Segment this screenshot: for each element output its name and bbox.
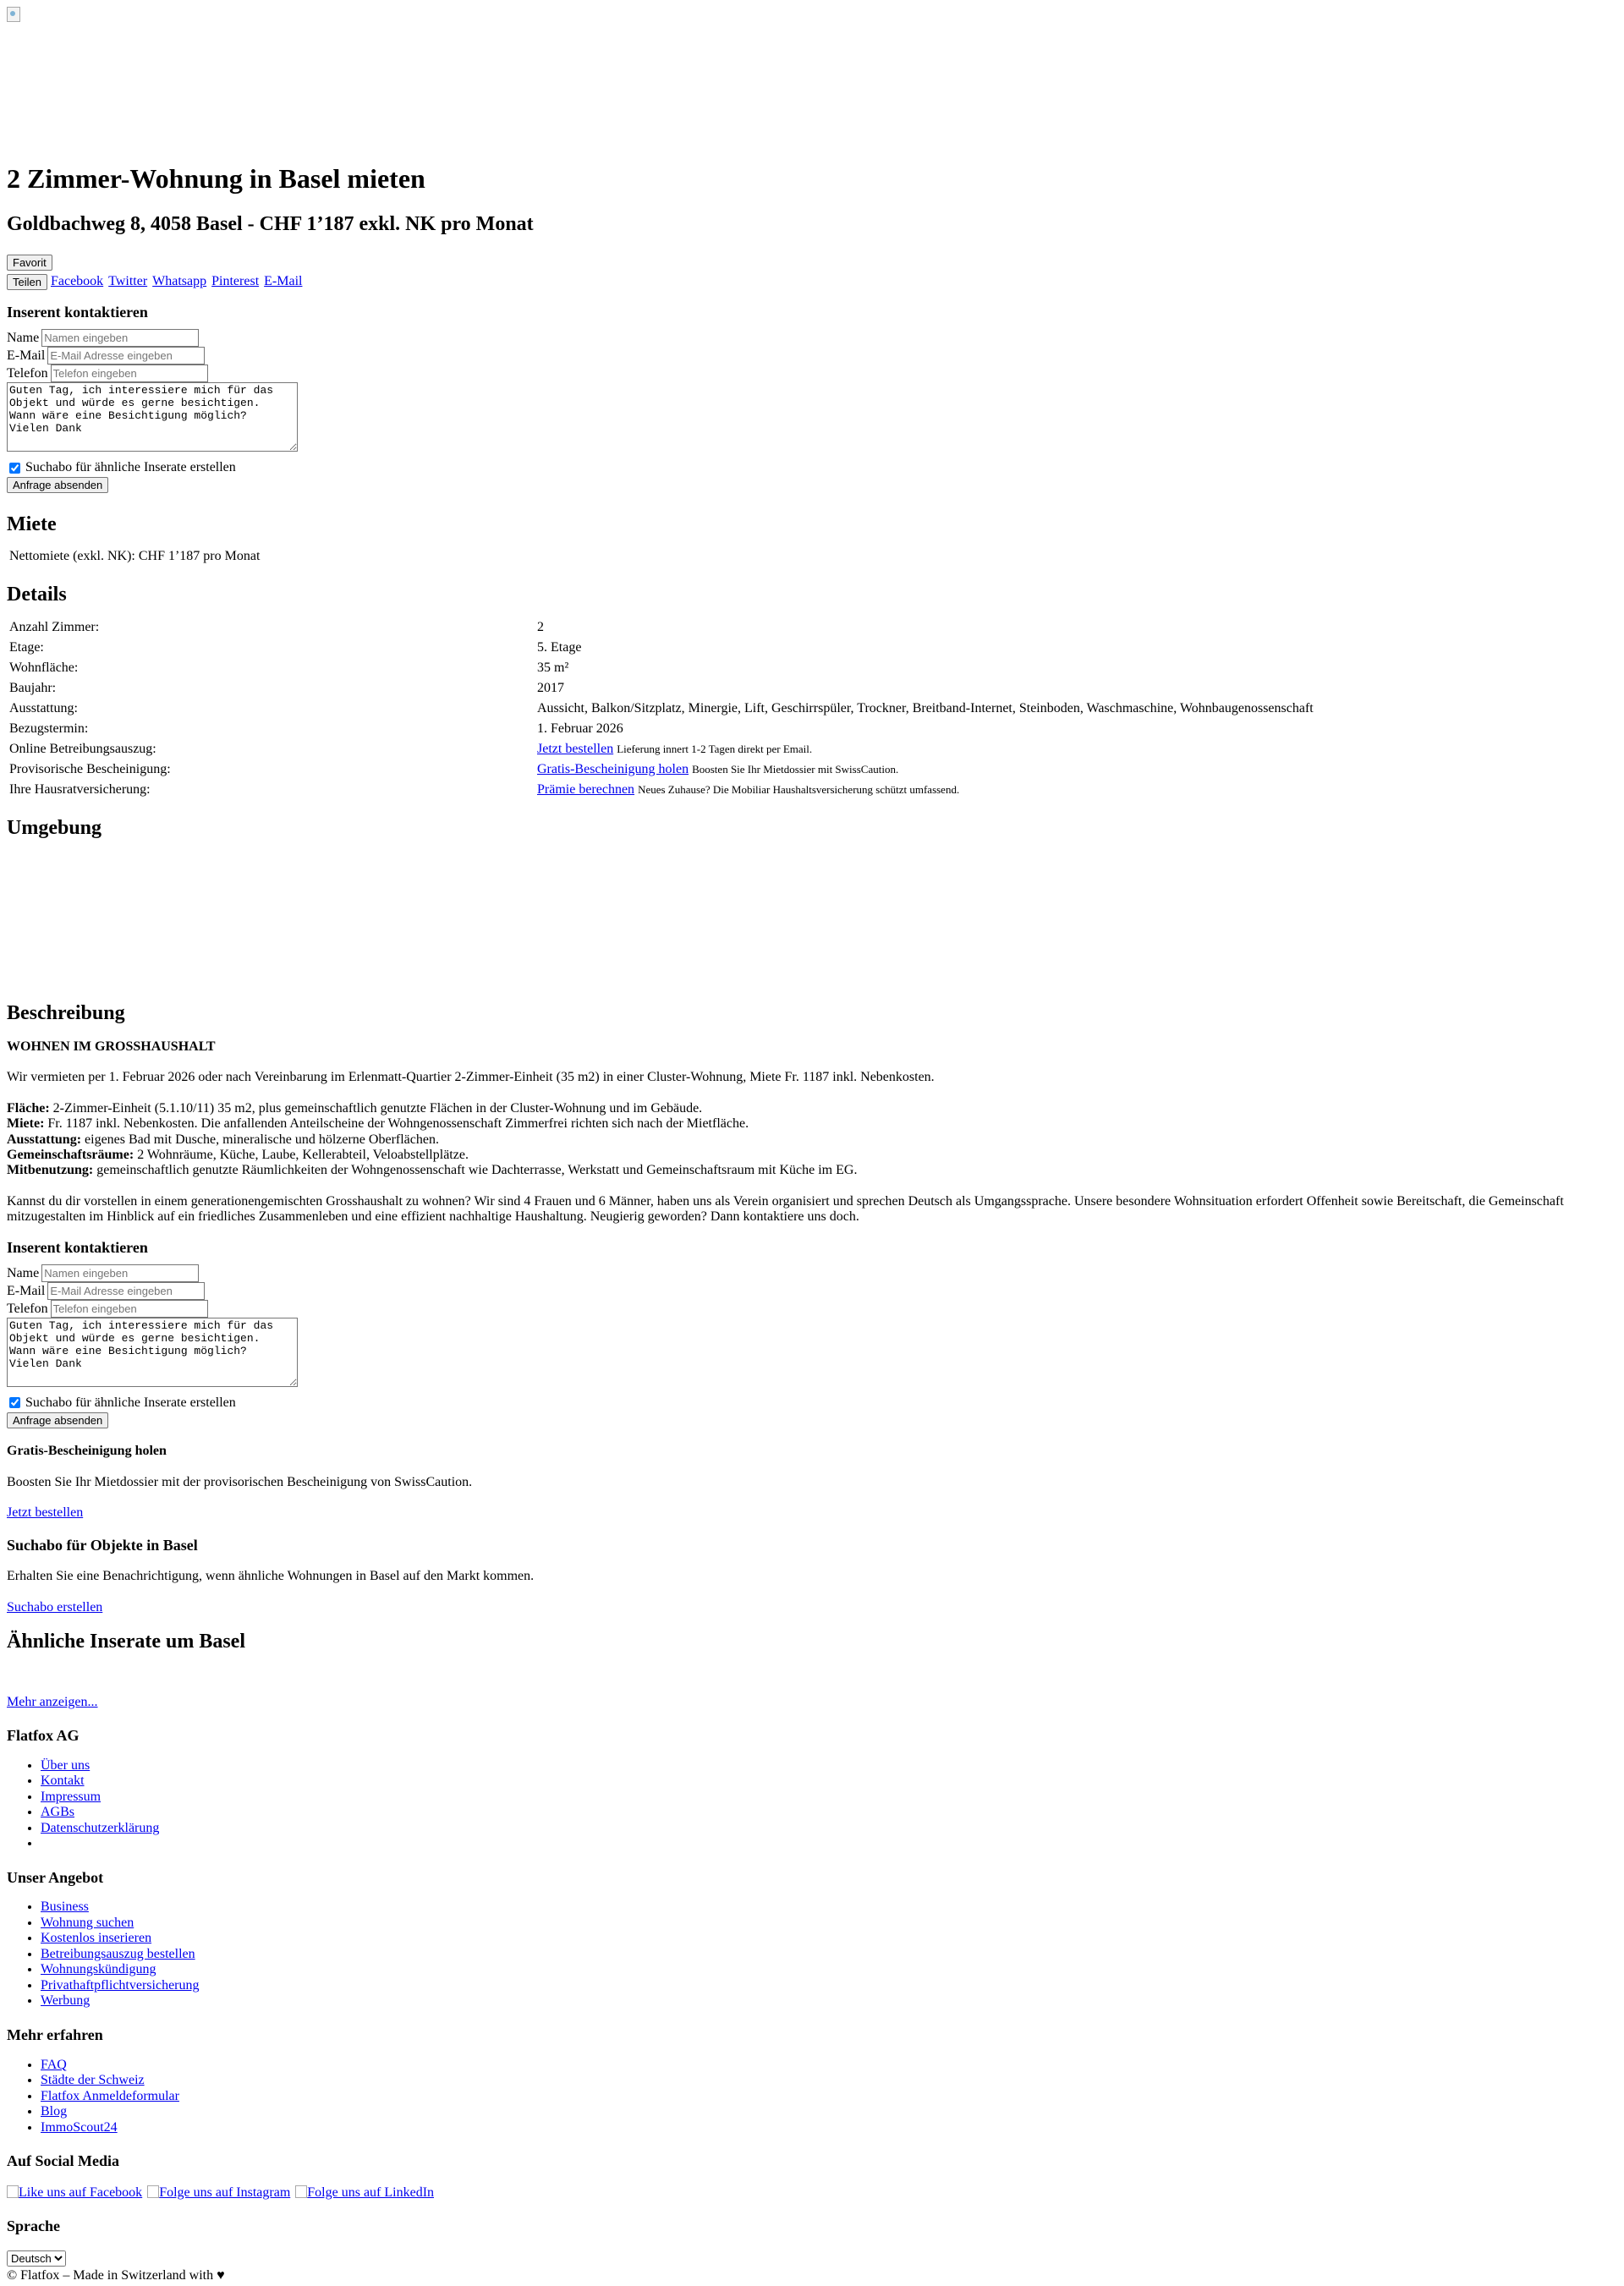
fact-text: Fr. 1187 inkl. Nebenkosten. Die anfallenden Anteilscheine der Wohngenossenschaft Zimmerfrei richten sich nach der Mietfläche. — [47, 1116, 749, 1132]
details-value: 5. Etage — [537, 639, 582, 655]
details-row — [8, 680, 1616, 699]
search-alert-section — [7, 1537, 1617, 1615]
favorite-button[interactable]: Favorit — [7, 255, 52, 271]
surroundings-heading: Umgebung — [7, 816, 102, 839]
share-email-link[interactable]: E-Mail — [264, 274, 303, 289]
share-twitter-link[interactable]: Twitter — [108, 274, 148, 289]
privacy-link[interactable]: Datenschutzerklärung — [41, 1820, 160, 1835]
fact-item — [7, 1132, 1617, 1148]
facebook-link[interactable] — [7, 2185, 142, 2201]
email-input[interactable] — [47, 1282, 205, 1300]
empty-list-item — [41, 1836, 1617, 1852]
footer — [7, 1727, 1617, 2284]
debt-record-link[interactable]: Betreibungsauszug bestellen — [41, 1946, 195, 1961]
details-label: Wohnfläche: — [9, 660, 79, 675]
facebook-icon — [7, 2185, 19, 2198]
certificate-text: Boosten Sie Ihr Mietdossier mit der provisorischen Bescheinigung von SwissCaution. — [7, 1474, 473, 1489]
immoscout24-link[interactable]: ImmoScout24 — [41, 2119, 118, 2135]
map-placeholder — [7, 840, 1617, 1002]
details-note: Neues Zuhause? Die Mobiliar Haushaltsversicherung schützt umfassend. — [638, 782, 960, 796]
fact-text: 2 Wohnräume, Küche, Laube, Kellerabteil, Veloabstellplätze. — [137, 1147, 469, 1162]
footer-offer-heading: Unser Angebot — [7, 1868, 104, 1886]
details-label: Baujahr: — [9, 680, 57, 695]
subscribe-checkbox[interactable] — [9, 463, 20, 474]
details-value: 35 m² — [537, 660, 569, 675]
language-select[interactable] — [7, 2250, 66, 2267]
details-note: Boosten Sie Ihr Mietdossier mit SwissCaution. — [692, 762, 899, 776]
contact-heading: Inserent kontaktieren — [7, 303, 148, 321]
details-row — [8, 700, 1616, 719]
search-apartment-link[interactable]: Wohnung suchen — [41, 1915, 134, 1930]
apartment-termination-link[interactable]: Wohnungskündigung — [41, 1962, 156, 1977]
description — [7, 1039, 1617, 1225]
subscribe-checkbox[interactable] — [9, 1397, 20, 1408]
linkedin-link[interactable] — [295, 2185, 434, 2201]
details-value: 2017 — [537, 680, 564, 695]
message-textarea[interactable] — [7, 1318, 298, 1387]
details-label: Bezugstermin: — [9, 721, 89, 736]
instagram-link[interactable] — [147, 2185, 290, 2201]
certificate-heading: Gratis-Bescheinigung holen — [7, 1444, 167, 1459]
details-row — [8, 660, 1616, 678]
social-links — [7, 2185, 1617, 2201]
linkedin-icon — [295, 2185, 307, 2198]
listing-address-price: Goldbachweg 8, 4058 Basel - CHF 1’187 exkl. NK pro Monat — [7, 212, 534, 235]
contact-heading: Inserent kontaktieren — [7, 1238, 148, 1256]
fact-text: 2-Zimmer-Einheit (5.1.10/11) 35 m2, plus gemeinschaftlich genutzte Flächen in der Cluster-Wohnung und im Gebäude. — [52, 1100, 703, 1116]
name-label: Name — [7, 330, 40, 345]
free-certificate-link[interactable]: Gratis-Bescheinigung holen — [537, 761, 689, 776]
name-label: Name — [7, 1265, 40, 1280]
registration-form-link[interactable]: Flatfox Anmeldeformular — [41, 2088, 179, 2103]
certificate-order-link[interactable]: Jetzt bestellen — [7, 1505, 84, 1521]
description-subheading: WOHNEN IM GROSSHAUSHALT — [7, 1039, 216, 1055]
details-value: Aussicht, Balkon/Sitzplatz, Minergie, Lift, Geschirrspüler, Trockner, Breitband-Internet, Steinboden, Waschmaschine, Wohnbaugenossenschaft — [537, 700, 1314, 715]
fact-item — [7, 1148, 1617, 1163]
broken-image-icon — [7, 7, 20, 22]
contact-link[interactable]: Kontakt — [41, 1773, 85, 1789]
email-label: E-Mail — [7, 348, 46, 363]
name-input[interactable] — [41, 1264, 199, 1282]
imprint-link[interactable]: Impressum — [41, 1789, 102, 1804]
subscribe-label: Suchabo für ähnliche Inserate erstellen — [25, 459, 236, 474]
details-label: Provisorische Bescheinigung: — [9, 761, 171, 776]
details-value: 2 — [537, 619, 544, 634]
details-row — [8, 619, 1616, 638]
footer-offer-links — [7, 1900, 1617, 2009]
description-outro: Kannst du dir vorstellen in einem generationengemischten Grosshaushalt zu wohnen? Wir sind 4 Frauen und 6 Männer, haben uns als Verein organisiert und sprechen Deutsch als Umgangssprache. Unsere besondere Wohnsituation erfordert Offenheit sowie Bereitschaft, die Gemeinschaft mitzugestalten im Hinblick auf ein friedliches Zusammenleben und eine effizient nachhaltige Haushaltung. Neugierig geworden? Dann kontaktiere uns doch. — [7, 1193, 1564, 1225]
fact-item — [7, 1101, 1617, 1116]
phone-label: Telefon — [7, 365, 48, 381]
page-title: 2 Zimmer-Wohnung in Basel mieten — [7, 163, 425, 194]
faq-link[interactable]: FAQ — [41, 2057, 67, 2072]
linkedin-alt-text: Folge uns auf LinkedIn — [307, 2185, 435, 2200]
submit-inquiry-button[interactable]: Anfrage absenden — [7, 1412, 108, 1428]
search-alert-heading: Suchabo für Objekte in Basel — [7, 1536, 198, 1554]
create-search-alert-link[interactable]: Suchabo erstellen — [7, 1599, 103, 1614]
description-facts — [7, 1101, 1617, 1179]
details-note: Lieferung innert 1-2 Tagen direkt per Email. — [617, 742, 813, 755]
message-textarea[interactable] — [7, 382, 298, 452]
details-row — [8, 741, 1616, 759]
facebook-alt-text: Like uns auf Facebook — [19, 2185, 143, 2200]
fact-label: Mitbenutzung: — [7, 1163, 94, 1178]
details-label: Ausstattung: — [9, 700, 78, 715]
email-input[interactable] — [47, 347, 205, 365]
order-debt-record-link[interactable]: Jetzt bestellen — [537, 741, 614, 756]
footer-more-heading: Mehr erfahren — [7, 2026, 103, 2043]
search-alert-text: Erhalten Sie eine Benachrichtigung, wenn ähnliche Wohnungen in Basel auf den Markt kommen. — [7, 1569, 535, 1584]
details-label: Etage: — [9, 639, 44, 655]
share-bar — [7, 274, 1617, 290]
subscribe-label: Suchabo für ähnliche Inserate erstellen — [25, 1395, 236, 1410]
share-whatsapp-link[interactable]: Whatsapp — [152, 274, 207, 289]
footer-more-links — [7, 2058, 1617, 2136]
fact-label: Ausstattung: — [7, 1132, 82, 1147]
certificate-section — [7, 1444, 1617, 1521]
similar-listings-container — [7, 1654, 1617, 1695]
details-row — [8, 639, 1616, 658]
footer-language-heading: Sprache — [7, 2217, 60, 2235]
fact-text: eigenes Bad mit Dusche, mineralische und hölzerne Oberflächen. — [85, 1132, 439, 1147]
blog-link[interactable]: Blog — [41, 2104, 68, 2119]
share-button[interactable]: Teilen — [7, 274, 47, 290]
details-value: 1. Februar 2026 — [537, 721, 623, 736]
footer-social-heading: Auf Social Media — [7, 2152, 119, 2170]
fact-item — [7, 1163, 1617, 1178]
phone-input[interactable] — [51, 1300, 208, 1318]
email-label: E-Mail — [7, 1283, 46, 1298]
cities-link[interactable]: Städte der Schweiz — [41, 2073, 145, 2088]
instagram-icon — [147, 2185, 159, 2198]
about-us-link[interactable]: Über uns — [41, 1757, 91, 1773]
details-row — [8, 721, 1616, 739]
advertising-link[interactable]: Werbung — [41, 1993, 91, 2009]
phone-input[interactable] — [51, 365, 208, 382]
free-listing-link[interactable]: Kostenlos inserieren — [41, 1931, 152, 1946]
logo-container — [7, 0, 1617, 91]
fact-item — [7, 1116, 1617, 1132]
show-more-link[interactable]: Mehr anzeigen... — [7, 1694, 98, 1709]
submit-inquiry-button[interactable]: Anfrage absenden — [7, 477, 108, 493]
contact-form-top — [7, 304, 1617, 494]
fact-label: Fläche: — [7, 1100, 50, 1116]
footer-company-heading: Flatfox AG — [7, 1727, 80, 1745]
share-pinterest-link[interactable]: Pinterest — [211, 274, 260, 289]
details-label: Anzahl Zimmer: — [9, 619, 100, 634]
details-heading: Details — [7, 584, 67, 606]
fact-label: Gemeinschaftsräume: — [7, 1147, 134, 1162]
fact-label: Miete: — [7, 1116, 45, 1132]
details-label: Ihre Hausratversicherung: — [9, 781, 151, 797]
rent-heading: Miete — [7, 513, 57, 535]
rent-table — [7, 546, 1617, 568]
net-rent: Nettomiete (exkl. NK): CHF 1’187 pro Monat — [9, 549, 261, 564]
terms-link[interactable]: AGBs — [41, 1805, 75, 1820]
business-link[interactable]: Business — [41, 1900, 89, 1915]
details-label: Online Betreibungsauszug: — [9, 741, 156, 756]
contact-form-bottom — [7, 1239, 1617, 1429]
similar-listings-heading: Ähnliche Inserate um Basel — [7, 1631, 245, 1653]
footer-company-links — [7, 1758, 1617, 1852]
details-table — [7, 617, 1617, 802]
phone-label: Telefon — [7, 1301, 48, 1316]
copyright: © Flatfox – Made in Switzerland with ♥ — [7, 2268, 225, 2283]
calculate-premium-link[interactable]: Prämie berechnen — [537, 781, 635, 797]
description-heading: Beschreibung — [7, 1002, 125, 1025]
details-row — [8, 781, 1616, 800]
description-intro: Wir vermieten per 1. Februar 2026 oder nach Vereinbarung im Erlenmatt-Quartier 2-Zimmer-Einheit (35 m2) in einer Cluster-Wohnung, Miete Fr. 1187 inkl. Nebenkosten. — [7, 1070, 935, 1085]
name-input[interactable] — [41, 329, 199, 347]
details-row — [8, 761, 1616, 780]
liability-insurance-link[interactable]: Privathaftpflichtversicherung — [41, 1977, 200, 1993]
instagram-alt-text: Folge uns auf Instagram — [159, 2185, 291, 2200]
share-facebook-link[interactable]: Facebook — [50, 274, 104, 289]
fact-text: gemeinschaftlich genutzte Räumlichkeiten der Wohngenossenschaft wie Dachterrasse, Werkstatt und Gemeinschaftsraum mit Küche im EG. — [96, 1163, 858, 1178]
